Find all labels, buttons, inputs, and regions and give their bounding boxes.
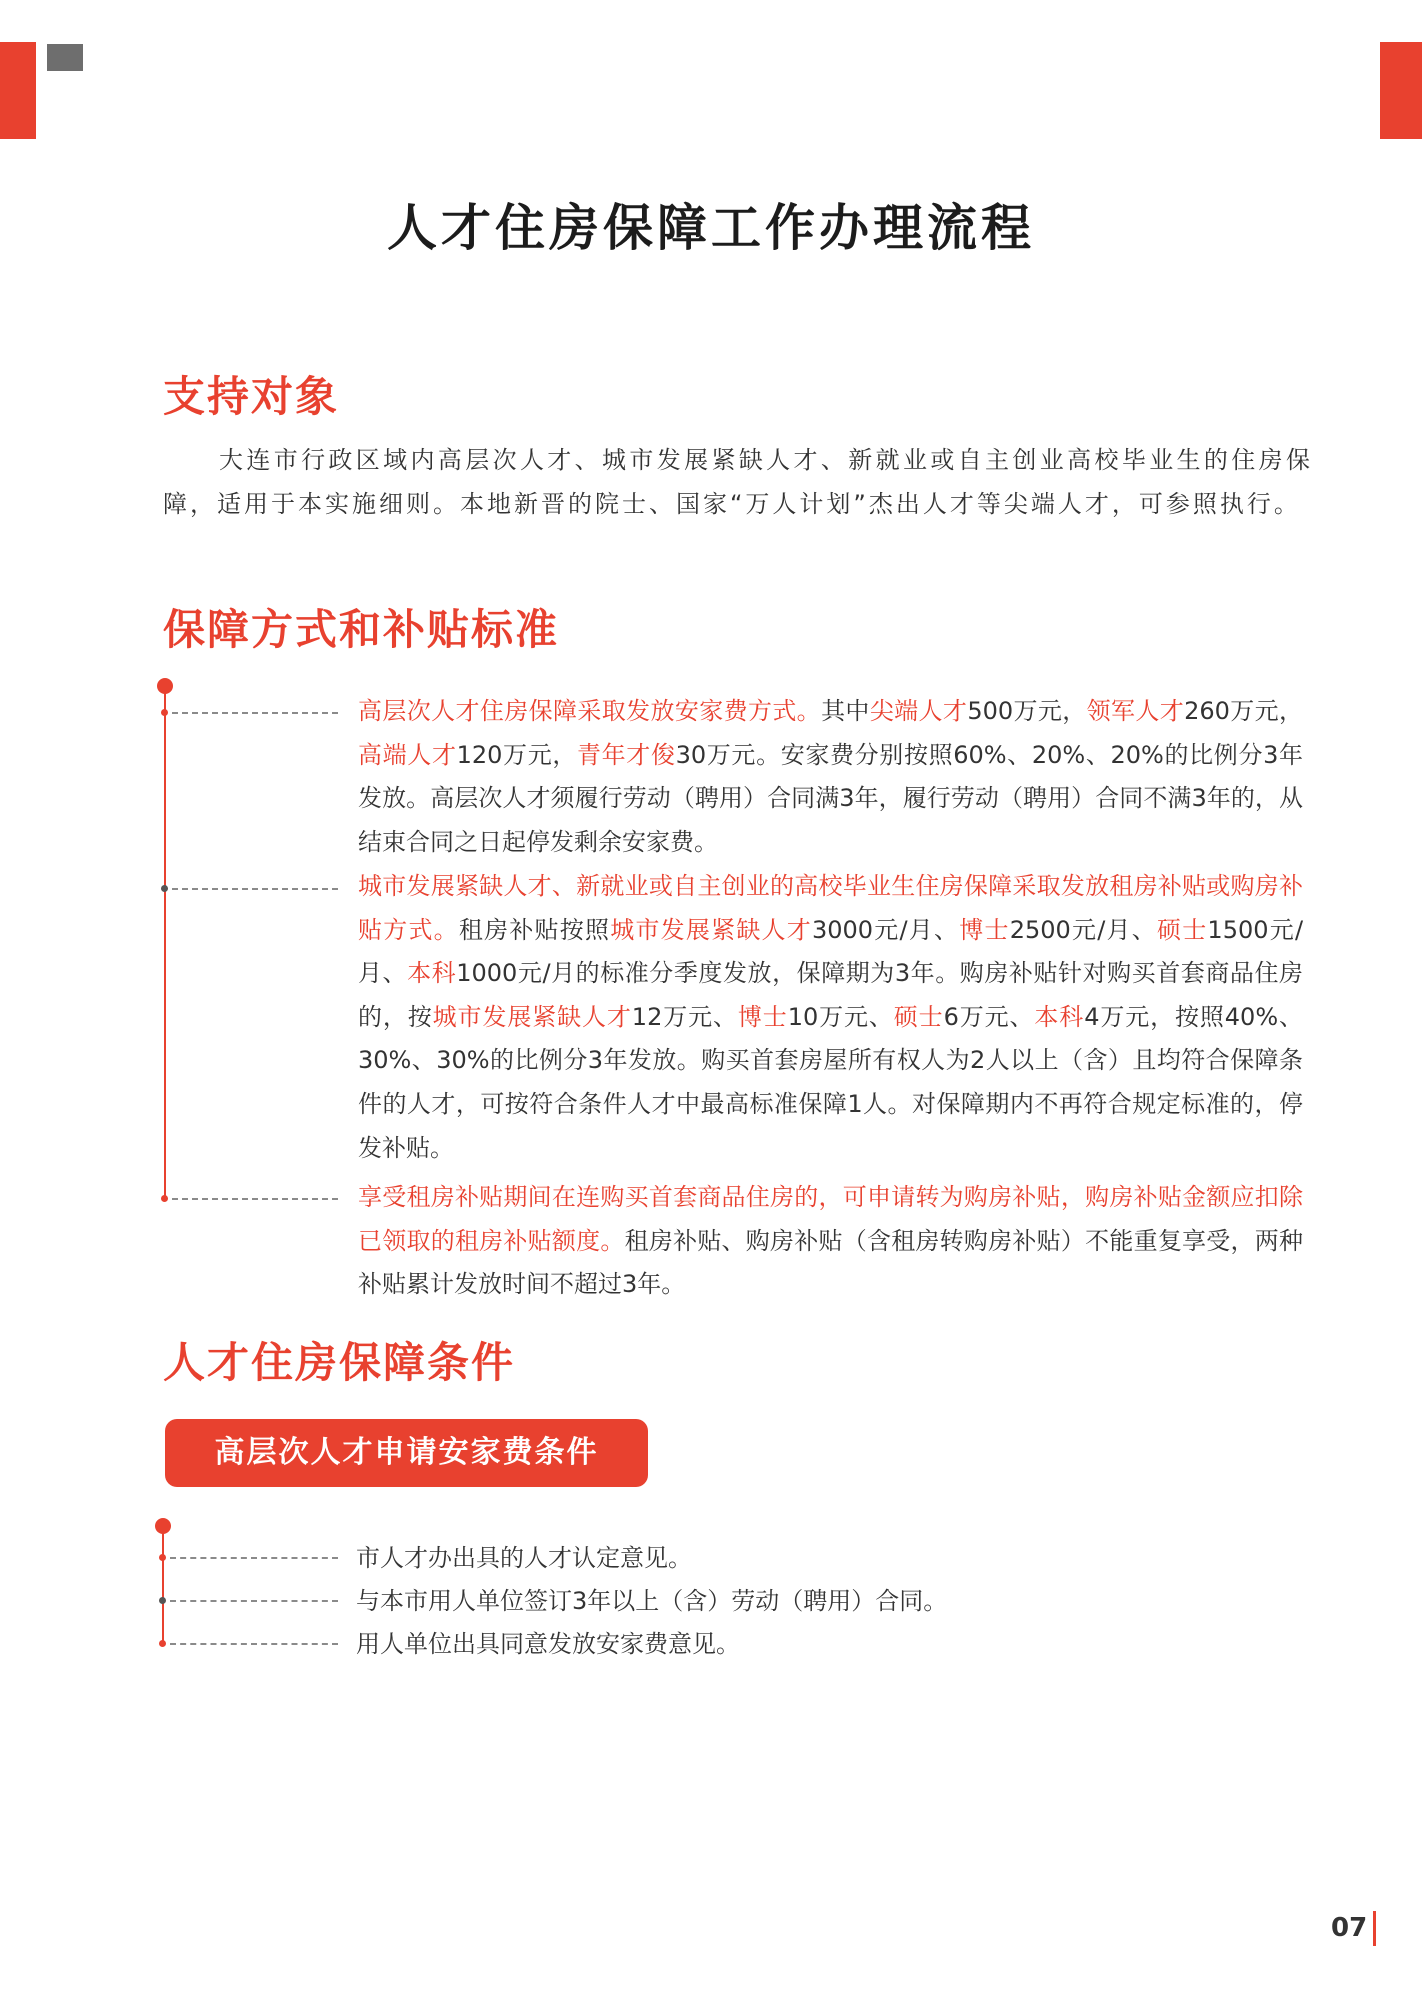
highlighted-text: 本科	[1034, 1002, 1085, 1031]
highlighted-text: 领军人才	[1086, 697, 1185, 725]
body-text: 500万元，	[967, 697, 1087, 725]
page-number: 07	[1331, 1913, 1368, 1943]
body-text: 其中	[821, 697, 870, 725]
body-text: 260万元，	[1184, 697, 1304, 725]
corner-accent-red-left	[0, 42, 36, 139]
page-number-bar	[1373, 1911, 1376, 1946]
timeline-connector	[170, 1557, 338, 1559]
highlighted-text: 城市发展紧缺人才、新就业或自主创业的高校毕业生住房保障采取发放租房补贴或购房补贴方式。	[358, 872, 1303, 944]
highlighted-text: 高端人才	[358, 740, 457, 769]
timeline-dot	[161, 1195, 168, 1202]
section-heading-methods: 保障方式和补贴标准	[163, 605, 560, 654]
highlighted-text: 城市发展紧缺人才	[610, 915, 812, 944]
body-text: 3000元/月、	[811, 915, 960, 944]
body-text: 2500元/月、	[1009, 915, 1157, 944]
body-text: 1000元/月的标准分季度发放，保障期为3年。购房补贴针对购买首套商品住房的，按	[358, 959, 1304, 1031]
support-paragraph: 大连市行政区域内高层次人才、城市发展紧缺人才、新就业或自主创业高校毕业生的住房保障，适用于本实施细则。本地新晋的院士、国家“万人计划”杰出人才等尖端人才，可参照执行。	[163, 446, 1313, 518]
body-text: 12万元、	[631, 1002, 738, 1031]
timeline-start-dot	[157, 678, 173, 694]
body-text: 10万元、	[787, 1002, 894, 1031]
timeline-dot	[159, 1640, 166, 1647]
section-heading-support: 支持对象	[163, 372, 340, 421]
highlighted-text: 本科	[407, 959, 457, 988]
highlighted-text: 城市发展紧缺人才	[432, 1002, 632, 1031]
method-item-1	[358, 690, 1303, 864]
timeline-dot	[159, 1597, 166, 1604]
condition-item-2: 与本市用人单位签订3年以上（含）劳动（聘用）合同。	[356, 1587, 948, 1615]
condition-item-3: 用人单位出具同意发放安家费意见。	[356, 1630, 740, 1658]
timeline-dot	[161, 885, 168, 892]
page-title: 人才住房保障工作办理流程	[387, 199, 1035, 257]
condition-category-badge: 高层次人才申请安家费条件	[165, 1419, 648, 1487]
section-heading-conditions: 人才住房保障条件	[163, 1338, 516, 1387]
timeline-start-dot	[155, 1518, 171, 1534]
method-item-2	[358, 865, 1303, 1170]
highlighted-text: 高层次人才住房保障采取发放安家费方式。	[358, 697, 822, 725]
condition-item-1: 市人才办出具的人才认定意见。	[356, 1544, 692, 1572]
highlighted-text: 尖端人才	[869, 697, 968, 725]
highlighted-text: 享受租房补贴期间在连购买首套商品住房的，可申请转为购房补贴，购房补贴金额应扣除已领取的租房补贴额度。	[358, 1183, 1303, 1255]
method-item-3	[358, 1176, 1303, 1307]
body-text: 1500元/月、	[358, 915, 1304, 988]
highlighted-text: 博士	[737, 1002, 788, 1031]
corner-accent-red-right	[1380, 42, 1422, 139]
timeline-connector	[170, 1643, 338, 1645]
timeline-connector	[172, 888, 338, 890]
timeline-connector	[172, 1198, 338, 1200]
body-text: 120万元，	[456, 740, 577, 769]
timeline-connector	[172, 712, 338, 714]
timeline-dot	[159, 1554, 166, 1561]
body-text: 租房补贴按照	[458, 915, 611, 944]
body-text: 6万元、	[943, 1002, 1035, 1031]
body-text: 租房补贴、购房补贴（含租房转购房补贴）不能重复享受，两种补贴累计发放时间不超过3年。	[358, 1226, 1304, 1299]
highlighted-text: 青年才俊	[577, 740, 676, 769]
highlighted-text: 硕士	[1156, 915, 1208, 944]
timeline-line	[162, 1528, 164, 1642]
highlighted-text: 硕士	[893, 1002, 944, 1031]
highlighted-text: 博士	[959, 915, 1010, 944]
timeline-connector	[170, 1600, 338, 1602]
body-text: 4万元，按照40%、30%、30%的比例分3年发放。购买首套房屋所有权人为2人以上（含）且均符合保障条件的人才，可按符合条件人才中最高标准保障1人。对保障期内不再符合规定标准的，停发补贴。	[358, 1002, 1304, 1162]
body-text: 30万元。安家费分别按照60%、20%、20%的比例分3年发放。高层次人才须履行劳动（聘用）合同满3年，履行劳动（聘用）合同不满3年的，从结束合同之日起停发剩余安家费。	[358, 740, 1304, 856]
timeline-dot	[161, 709, 168, 716]
timeline-line	[164, 686, 166, 1201]
corner-accent-gray	[47, 44, 83, 71]
